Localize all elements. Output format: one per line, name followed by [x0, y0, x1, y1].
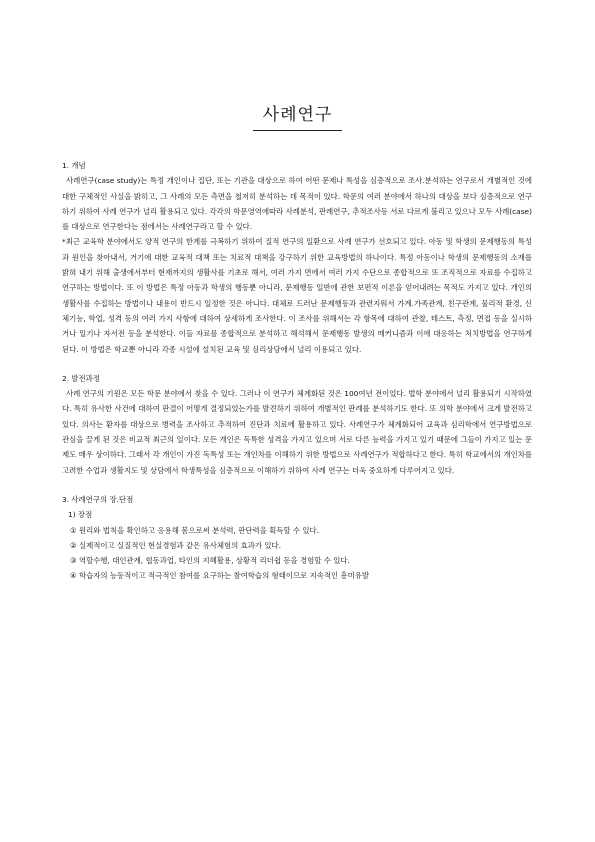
section-3-subheading-strengths: 1) 장점 [68, 510, 93, 520]
document-title: 사례연구 [253, 100, 343, 131]
list-item: ④ 학습자의 능동적이고 적극적인 참여를 요구하는 참여학습의 형태이므로 지속적인 흥미유발 [70, 571, 370, 581]
spacer [62, 478, 532, 492]
section-2-paragraph-1: 사례 연구의 기원은 모든 학문 분야에서 찾을 수 있다. 그러나 이 연구가 체계화된 것은 100여년 전이었다. 법학 분야에서 널리 활용되기 시작하였다. 특히 유사한 사건에 대하여 판결이 어떻게 결정되었는가를 발견하기 위하여 개별적인 판례를 분석하기도 한다. 또 의학 분야에서 크게 발전하고 있다. 의사는 환자를 대상으로 병력을 조사하고 추적하여 진단과 치료에 활용하고 있다. 사례연구가 체계화되어 교육과 심리학에서 연구방법으로 관심을 끌게 된 것은 비교적 최근의 일이다. 모든 개인은 독특한 성격을 가지고 있으며 서로 다른 능력을 가지고 있기 때문에 그들이 가지고 있는 문제도 매우 상이하다. 그래서 각 개인이 가진 독특성 또는 개인차를 이해하기 위한 방법으로 사례연구가 적합하다고 한다. 특히 학교에서의 개인차를 고려한 수업과 생활지도 및 상담에서 학생특성을 심층적으로 이해하기 위하여 사례 연구는 더욱 중요하게 다루어지고 있다. [62, 389, 532, 475]
document-body [62, 158, 532, 584]
section-2-heading: 2. 발전과정 [62, 373, 100, 383]
list-item: ① 원리와 법칙을 확인하고 응용해 봄으로써 분석력, 판단력을 획득할 수 있다. [70, 525, 320, 535]
section-1-paragraph-2: *최근 교육학 분야에서도 양적 연구의 한계를 극복하기 위하여 질적 연구의 일환으로 사례 연구가 선호되고 있다. 아동 및 학생의 문제행동의 특성과 원인을 찾아내서, 거기에 대한 교육적 대책 또는 치료적 대책을 강구하기 위한 교육방법의 하나이다. 특정 아동이나 학생의 문제행동의 소재를 밝혀 내기 위해 출생에서부터 현재까지의 생활사를 기초로 해서, 여러 가지 면에서 여러 가지 수단으로 종합적으로 또 조직적으로 자료를 수집하고 연구하는 방법이다. 또 이 방법은 특정 아동과 학생의 행동뿐 아니라, 문제행동 일반에 관한 보편적 이론을 얻어내려는 목적도 가지고 있다. 개인의 생활사를 수집하는 방법이나 내용이 반드시 일정한 것은 아니다. 대체로 드러난 문제행동과 관련지워서 가계.가족관계, 친구관계, 물리적 환경, 신체기능, 학업, 성격 등의 여러 가지 사항에 대하여 상세하게 조사한다. 이 조사를 위해서는 각 항목에 대하여 관찰, 테스트, 측정, 면접 등을 실시하거나 일기나 자서전 등을 분석한다. 이들 자료를 종합적으로 분석하고 해석해서 문제행동 발생의 메커니즘과 이에 대응하는 처치방법을 연구하게 된다. 이 방법은 학교뿐 아니라 각종 시설에 설치된 교육 및 심리상담에서 널리 이용되고 있다. [62, 237, 532, 354]
list-item: ③ 역할수행, 대인관계, 협동과업, 타인의 지혜활용, 상황적 리더쉽 등을 경험할 수 있다. [70, 556, 350, 566]
section-1-heading: 1. 개념 [62, 161, 86, 170]
spacer [62, 357, 532, 371]
section-3-heading: 3. 사례연구의 장.단점 [62, 494, 134, 504]
section-1-paragraph-1: 사례연구(case study)는 특정 개인이나 집단, 또는 기관을 대상으로 하여 어떤 문제나 특성을 심층적으로 조사.분석하는 연구로서 개별적인 것에 대한 구체적인 사실을 밝히고, 그 사례의 모든 측면을 철저히 분석하는 데 목적이 있다. 학문의 여러 분야에서 하나의 대상을 보다 심층적으로 연구하기 위하여 사례 연구가 널리 활용되고 있다. 각각의 학문영역에따라 사례분석, 판례연구, 추적조사등 서로 다르게 불리고 있으나 모두 사례(case)를 대상으로 연구한다는 점에서는 사례연구라고 할 수 있다. [62, 176, 532, 232]
title-area [0, 100, 595, 131]
list-item: ② 실제적이고 실질적인 현실경험과 같은 유사체험의 효과가 있다. [70, 540, 282, 550]
